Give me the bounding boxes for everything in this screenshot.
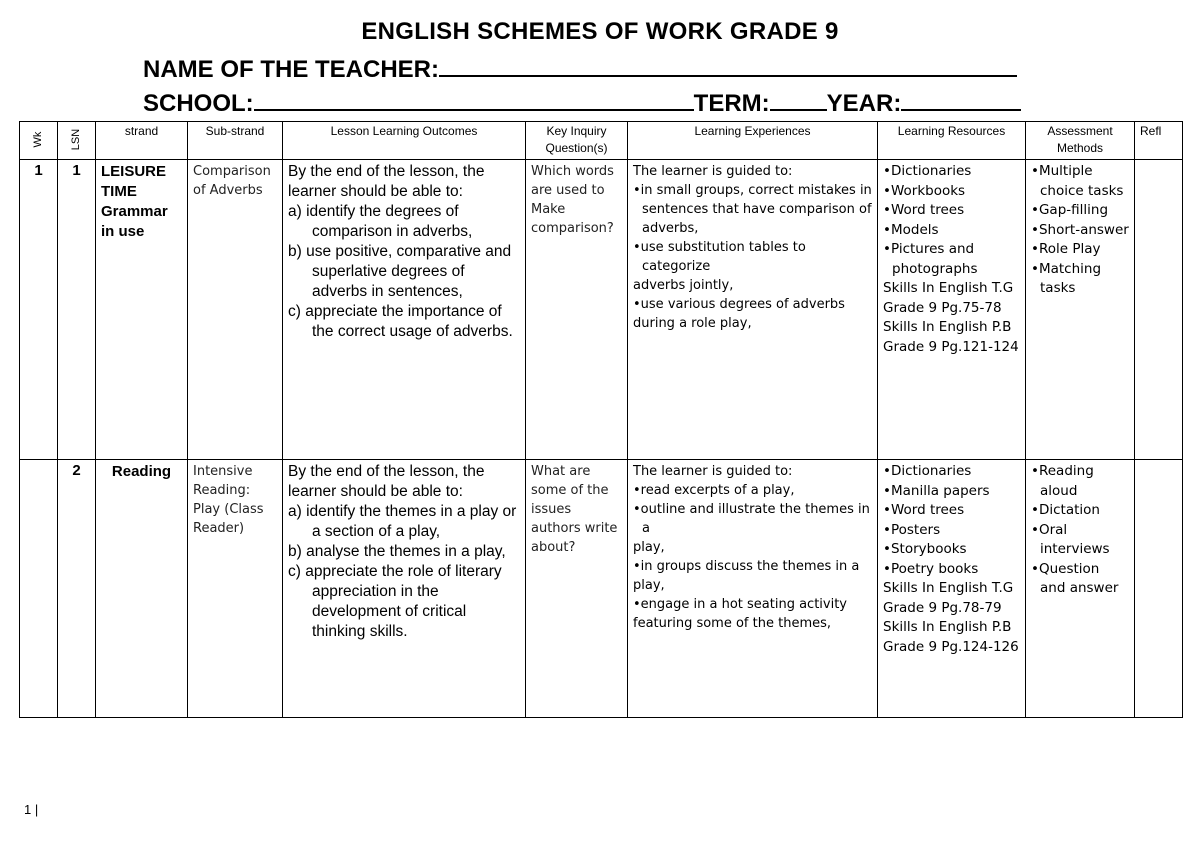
experiences-cell bbox=[628, 160, 878, 460]
resource-item: • Dictionaries bbox=[883, 462, 1020, 482]
resource-item: • Word trees bbox=[883, 201, 1020, 221]
reflection-cell bbox=[1135, 460, 1183, 718]
outcome-item: b) use positive, comparative and superlative degrees of adverbs in sentences, bbox=[288, 243, 512, 300]
header-resources: Learning Resources bbox=[878, 122, 1026, 160]
assessment-item: • Question and answer bbox=[1031, 560, 1129, 599]
experience-item: adverbs jointly, bbox=[633, 278, 734, 293]
outcome-item: c) appreciate the role of literary appreciation in the development of critical thinking skills. bbox=[288, 563, 502, 640]
experiences-cell bbox=[628, 460, 878, 718]
outcome-item: a) identify the degrees of comparison in adverbs, bbox=[288, 203, 473, 240]
experience-item: during a role play, bbox=[633, 316, 752, 331]
school-term-year-line bbox=[143, 89, 1021, 118]
assessment-item: • Multiple choice tasks bbox=[1031, 162, 1129, 201]
experience-item: The learner is guided to: bbox=[633, 464, 793, 479]
resource-item: • Manilla papers bbox=[883, 482, 1020, 502]
year-blank[interactable] bbox=[901, 89, 1021, 111]
table-header-row bbox=[20, 122, 1183, 160]
term-blank[interactable] bbox=[770, 89, 827, 111]
school-label: SCHOOL: bbox=[143, 90, 254, 117]
experience-item: play, bbox=[633, 540, 665, 555]
school-blank[interactable] bbox=[254, 89, 694, 111]
assessment-cell bbox=[1026, 160, 1135, 460]
assessment-item: • Gap-filling bbox=[1031, 201, 1129, 221]
experience-item: • use various degrees of adverbs bbox=[633, 295, 872, 314]
resource-item: • Workbooks bbox=[883, 182, 1020, 202]
resources-cell bbox=[878, 460, 1026, 718]
term-label: TERM: bbox=[693, 90, 770, 117]
week-cell: 1 bbox=[20, 160, 58, 460]
resource-item: Skills In English T.G Grade 9 Pg.78-79 Skills In English P.B Grade 9 Pg.124-126 bbox=[883, 580, 1019, 655]
assessment-item: • Short-answer bbox=[1031, 221, 1129, 241]
document-title: ENGLISH SCHEMES OF WORK GRADE 9 bbox=[361, 18, 839, 45]
experience-item: play, bbox=[633, 578, 665, 593]
experience-item: featuring some of the themes, bbox=[633, 616, 832, 631]
resource-item: • Dictionaries bbox=[883, 162, 1020, 182]
outcome-item: c) appreciate the importance of the correct usage of adverbs. bbox=[288, 303, 513, 340]
strand-cell: LEISURE TIME Grammar in use bbox=[96, 160, 188, 460]
experience-item: • in small groups, correct mistakes in sentences that have comparison of adverbs, bbox=[633, 181, 872, 238]
key-inquiry-cell: Which words are used to Make comparison? bbox=[526, 160, 628, 460]
reflection-cell bbox=[1135, 160, 1183, 460]
experience-item: • engage in a hot seating activity bbox=[633, 595, 872, 614]
resource-item: • Pictures and photographs bbox=[883, 240, 1020, 279]
resource-item: Skills In English P.B Grade 9 Pg.121-124 bbox=[883, 319, 1019, 355]
assessment-item: • Reading aloud bbox=[1031, 462, 1129, 501]
experience-item: • use substitution tables to categorize bbox=[633, 238, 872, 276]
assessment-item: • Matching tasks bbox=[1031, 260, 1129, 299]
teacher-label: NAME OF THE TEACHER: bbox=[143, 56, 439, 83]
header-outcomes: Lesson Learning Outcomes bbox=[283, 122, 526, 160]
resource-item: Skills In English T.G Grade 9 Pg.75-78 bbox=[883, 280, 1014, 316]
resource-item: • Storybooks bbox=[883, 540, 1020, 560]
header-experiences: Learning Experiences bbox=[628, 122, 878, 160]
outcomes-intro: By the end of the lesson, the learner should be able to: bbox=[288, 163, 485, 200]
week-cell bbox=[20, 460, 58, 718]
resource-item: • Posters bbox=[883, 521, 1020, 541]
sub-strand-cell: Intensive Reading: Play (Class Reader) bbox=[188, 460, 283, 718]
outcomes-list bbox=[288, 502, 520, 642]
lesson-cell: 1 bbox=[58, 160, 96, 460]
header-key-inquiry: Key Inquiry Question(s) bbox=[526, 122, 628, 160]
outcomes-cell bbox=[283, 460, 526, 718]
resources-cell bbox=[878, 160, 1026, 460]
outcomes-list bbox=[288, 202, 520, 342]
experience-item: • outline and illustrate the themes in a bbox=[633, 500, 872, 538]
year-label: YEAR: bbox=[826, 90, 902, 117]
outcome-item: b) analyse the themes in a play, bbox=[288, 543, 506, 560]
experience-item: • read excerpts of a play, bbox=[633, 481, 872, 500]
resource-item: • Poetry books bbox=[883, 560, 1020, 580]
header-sub-strand: Sub-strand bbox=[188, 122, 283, 160]
outcomes-cell bbox=[283, 160, 526, 460]
page-number: 1 | bbox=[24, 802, 39, 817]
lesson-cell: 2 bbox=[58, 460, 96, 718]
table-row bbox=[20, 160, 1183, 460]
teacher-line bbox=[143, 55, 1017, 84]
outcome-item: a) identify the themes in a play or a section of a play, bbox=[288, 503, 517, 540]
assessment-cell bbox=[1026, 460, 1135, 718]
sub-strand-cell: Comparison of Adverbs bbox=[188, 160, 283, 460]
assessment-item: • Dictation bbox=[1031, 501, 1129, 521]
resource-item: • Models bbox=[883, 221, 1020, 241]
schemes-table bbox=[19, 121, 1183, 718]
assessment-item: • Role Play bbox=[1031, 240, 1129, 260]
resource-item: • Word trees bbox=[883, 501, 1020, 521]
header-wk: Wk bbox=[20, 122, 58, 160]
teacher-blank[interactable] bbox=[439, 55, 1017, 77]
experience-item: The learner is guided to: bbox=[633, 164, 793, 179]
header-lsn: LSN bbox=[58, 122, 96, 160]
strand-cell: Reading bbox=[96, 460, 188, 718]
header-reflection: Refl bbox=[1135, 122, 1183, 160]
header-assessment: Assessment Methods bbox=[1026, 122, 1135, 160]
assessment-item: • Oral interviews bbox=[1031, 521, 1129, 560]
table-row bbox=[20, 460, 1183, 718]
header-strand: strand bbox=[96, 122, 188, 160]
key-inquiry-cell: What are some of the issues authors write about? bbox=[526, 460, 628, 718]
experience-item: • in groups discuss the themes in a bbox=[633, 557, 872, 576]
outcomes-intro: By the end of the lesson, the learner should be able to: bbox=[288, 463, 485, 500]
